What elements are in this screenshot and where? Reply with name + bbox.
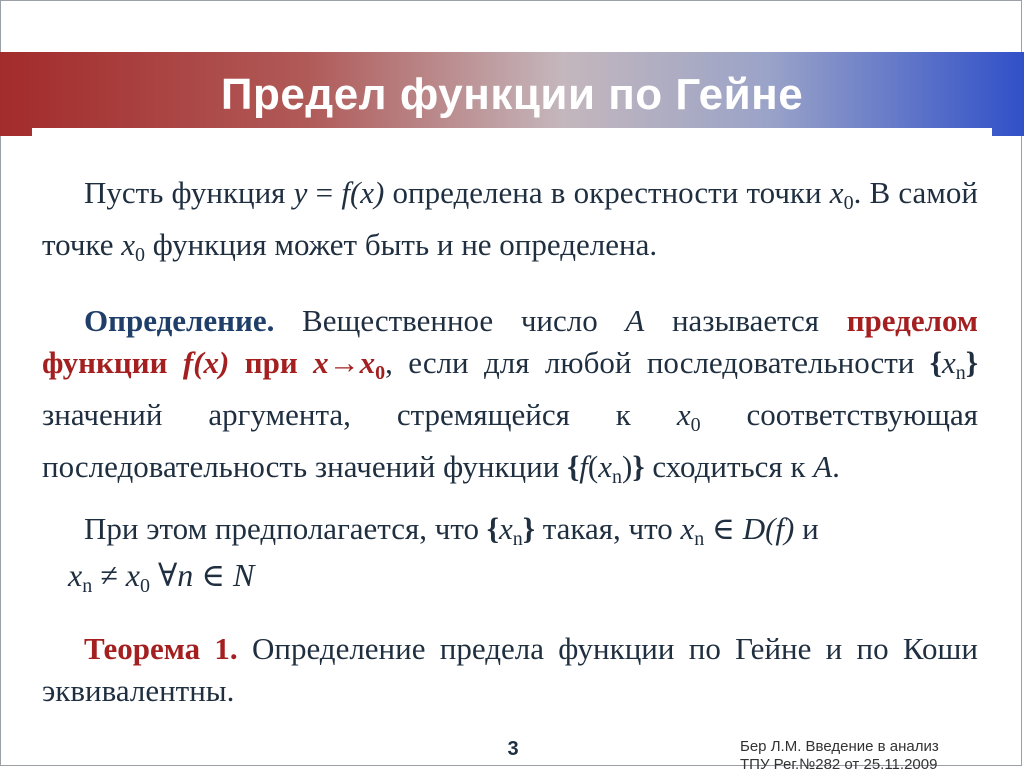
- math-op: ): [622, 449, 633, 484]
- highlight-term: пределом функции: [42, 303, 978, 380]
- math-var: f: [341, 175, 350, 210]
- registration-line: ТПУ Рег.№282 от 25.11.2009: [740, 756, 938, 773]
- text: и: [794, 511, 819, 546]
- theorem-label: Теорема 1.: [84, 631, 238, 666]
- math-var: x: [68, 557, 83, 593]
- highlight-term: (x): [193, 345, 230, 380]
- math-brace: {: [567, 449, 580, 484]
- text: определена в окрестности точки: [384, 175, 830, 210]
- math-op: ∈: [193, 557, 233, 593]
- math-sub: n: [612, 466, 623, 488]
- text: значений аргумента, стремящейся к: [42, 397, 677, 432]
- highlight-sub: 0: [375, 362, 386, 384]
- page-number: 3: [507, 738, 519, 760]
- title-underlay: [32, 128, 992, 138]
- math-var: x: [498, 511, 513, 546]
- math-sub: n: [694, 528, 705, 550]
- math-var: n: [177, 557, 194, 593]
- highlight-term: при: [229, 345, 314, 380]
- text: , если для любой последовательности: [385, 345, 930, 380]
- assumption-paragraph: [42, 508, 978, 560]
- assumption-formula: [68, 554, 468, 607]
- definition-paragraph: [42, 300, 978, 498]
- math-brace: }: [522, 511, 535, 546]
- text: называется: [644, 303, 847, 338]
- math-var: (f): [765, 511, 795, 546]
- definition-label: Определение.: [84, 303, 275, 338]
- text: соответствующая последовательность значений функции: [42, 397, 978, 484]
- math-var: A: [813, 449, 833, 484]
- text: такая, что: [534, 511, 681, 546]
- text: Вещественное число: [274, 303, 626, 338]
- math-brace: {: [929, 345, 943, 380]
- math-brace: {: [486, 511, 499, 546]
- intro-paragraph: [42, 172, 978, 276]
- math-var: x: [942, 345, 956, 380]
- author-line: Бер Л.М. Введение в анализ: [740, 738, 939, 755]
- math-sub: 0: [843, 192, 854, 214]
- math-var: f: [579, 449, 588, 484]
- math-sub: 0: [690, 414, 701, 436]
- math-op: ∀: [149, 557, 178, 593]
- slide-title: Предел функции по Гейне: [220, 70, 804, 119]
- math-var: (x): [349, 175, 385, 210]
- math-var: A: [625, 303, 645, 338]
- math-var: y: [293, 175, 308, 210]
- title-bar: [0, 52, 1024, 136]
- math-sub: 0: [139, 575, 150, 597]
- text: При этом предполагается, что: [84, 511, 487, 546]
- author-credit: [740, 738, 980, 774]
- math-var: N: [232, 557, 255, 593]
- text: Определение предела функции по Гейне и по Коши эквивалентны.: [42, 631, 978, 708]
- math-var: x: [125, 557, 140, 593]
- math-var: x: [829, 175, 844, 210]
- text: . В самой точке: [42, 175, 978, 262]
- math-op: (: [587, 449, 599, 484]
- math-var: D: [742, 511, 766, 546]
- math-sub: 0: [135, 244, 145, 266]
- math-op: =: [307, 175, 342, 210]
- math-brace: }: [632, 449, 645, 484]
- text: сходиться к: [644, 449, 814, 484]
- math-sub: n: [82, 575, 93, 597]
- text: функция может быть и не определена.: [145, 227, 658, 262]
- text: Пусть функция: [84, 175, 294, 210]
- theorem-paragraph: [42, 628, 978, 712]
- math-op: ≠: [92, 557, 126, 593]
- math-sub: n: [955, 362, 966, 384]
- math-var: x: [676, 397, 691, 432]
- math-brace: }: [965, 345, 978, 380]
- highlight-term: f: [182, 345, 194, 380]
- text: .: [832, 449, 840, 484]
- math-var: x: [598, 449, 613, 484]
- math-var: x: [680, 511, 695, 546]
- math-op: ∈: [704, 511, 743, 546]
- math-var: x: [121, 227, 135, 262]
- highlight-term: x→x: [313, 345, 376, 380]
- math-sub: n: [512, 528, 523, 550]
